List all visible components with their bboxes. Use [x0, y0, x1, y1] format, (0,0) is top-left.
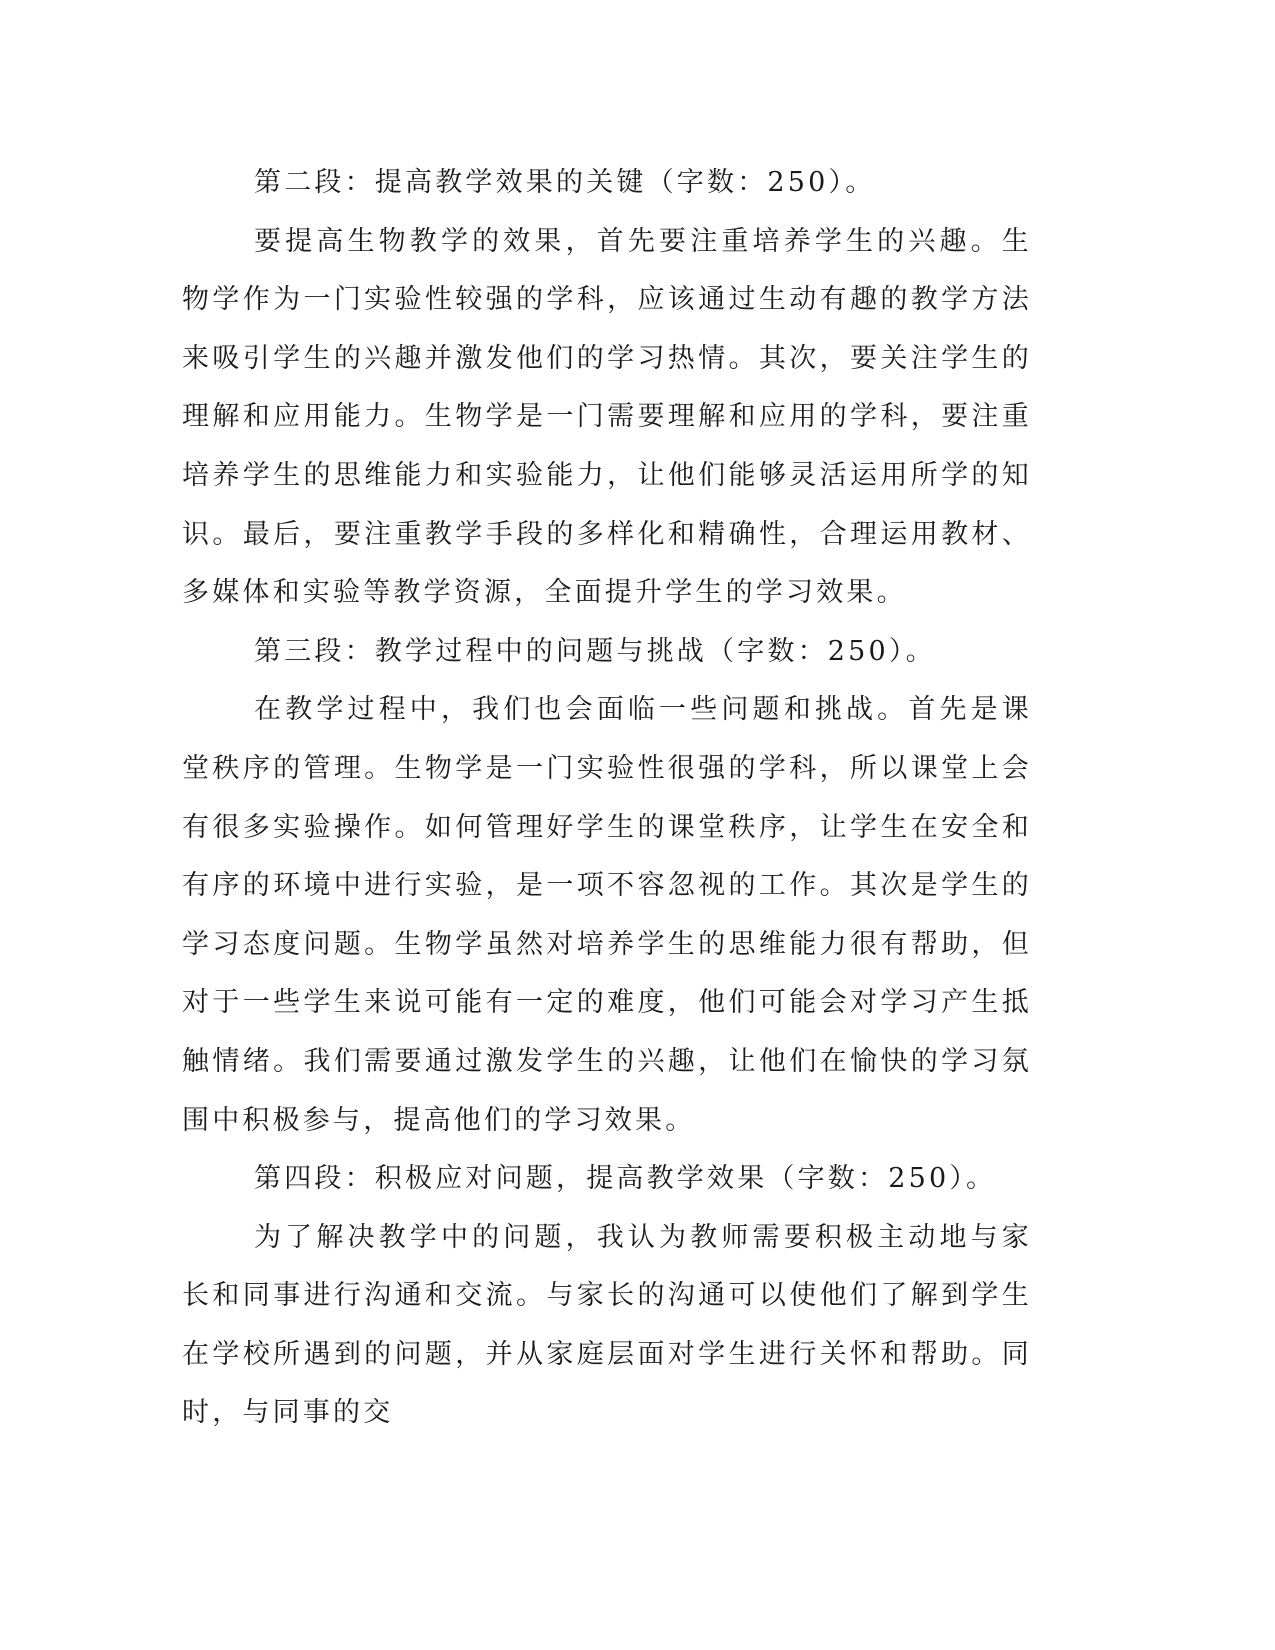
section-heading-4: 第四段：积极应对问题，提高教学效果（字数：250）。 [254, 1163, 997, 1195]
document-body [182, 154, 1032, 1443]
paragraph-addressing-problems: 为了解决教学中的问题，我认为教师需要积极主动地与家长和同事进行沟通和交流。与家长的沟通可以使他们了解到学生在学校所遇到的问题，并从家庭层面对学生进行关怀和帮助。同时，与同事的交 [182, 1221, 1032, 1429]
paragraph-teaching-effect-keys: 要提高生物教学的效果，首先要注重培养学生的兴趣。生物学作为一门实验性较强的学科，应该通过生动有趣的教学方法来吸引学生的兴趣并激发他们的学习热情。其次，要关注学生的理解和应用能力。生物学是一门需要理解和应用的学科，要注重培养学生的思维能力和实验能力，让他们能够灵活运用所学的知识。最后，要注重教学手段的多样化和精确性，合理运用教材、多媒体和实验等教学资源，全面提升学生的学习效果。 [182, 225, 1032, 609]
paragraph-problems-challenges: 在教学过程中，我们也会面临一些问题和挑战。首先是课堂秩序的管理。生物学是一门实验性很强的学科，所以课堂上会有很多实验操作。如何管理好学生的课堂秩序，让学生在安全和有序的环境中进行实验，是一项不容忽视的工作。其次是学生的学习态度问题。生物学虽然对培养学生的思维能力很有帮助，但对于一些学生来说可能有一定的难度，他们可能会对学习产生抵触情绪。我们需要通过激发学生的兴趣，让他们在愉快的学习氛围中积极参与，提高他们的学习效果。 [182, 694, 1032, 1136]
section-heading-2: 第二段：提高教学效果的关键（字数：250）。 [254, 167, 876, 198]
section-heading-3: 第三段：教学过程中的问题与挑战（字数：250）。 [254, 635, 936, 667]
